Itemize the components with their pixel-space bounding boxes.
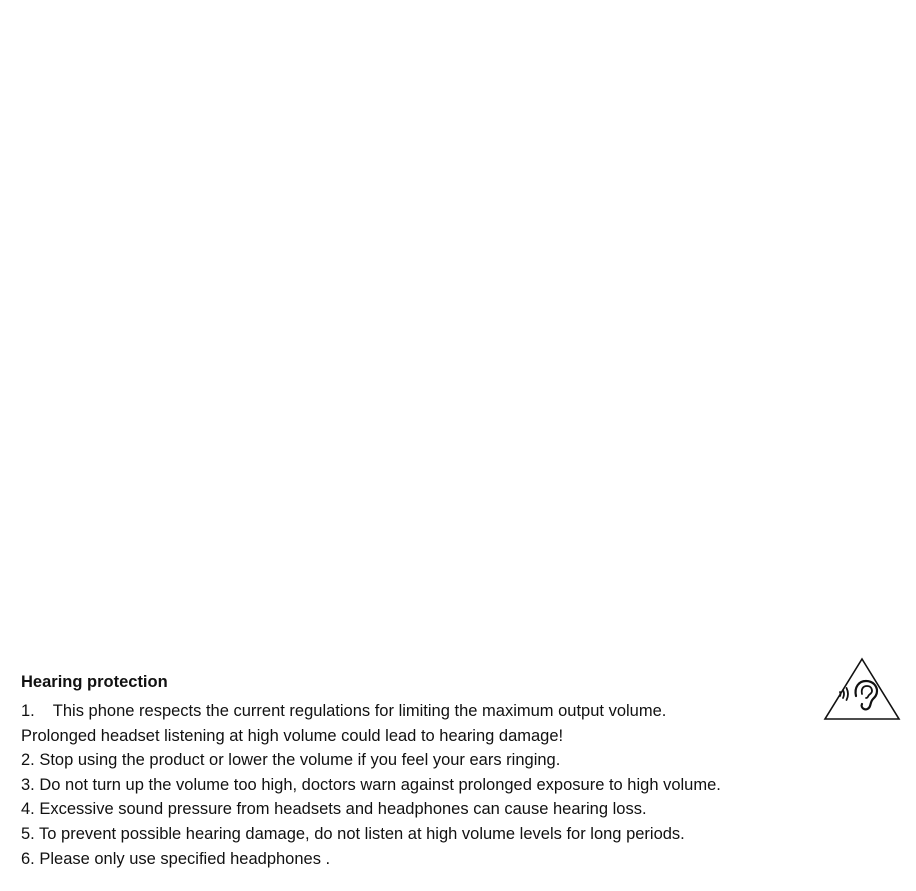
section-heading: Hearing protection <box>21 673 168 691</box>
text-line: 3. Do not turn up the volume too high, doctors warn against prolonged exposure to high volume. <box>21 775 721 794</box>
text-line: 1. This phone respects the current regulations for limiting the maximum output volume. <box>21 702 667 720</box>
hearing-protection-section <box>21 670 901 871</box>
text-line: 4. Excessive sound pressure from headsets and headphones can cause hearing loss. <box>21 800 647 819</box>
text-line: Prolonged headset listening at high volume could lead to hearing damage! <box>21 726 564 745</box>
text-line: 5. To prevent possible hearing damage, do not listen at high volume levels for long periods. <box>21 824 685 843</box>
hearing-warning-icon <box>822 656 902 722</box>
text-line: 2. Stop using the product or lower the volume if you feel your ears ringing. <box>21 751 561 770</box>
text-line: 6. Please only use specified headphones . <box>21 849 331 868</box>
